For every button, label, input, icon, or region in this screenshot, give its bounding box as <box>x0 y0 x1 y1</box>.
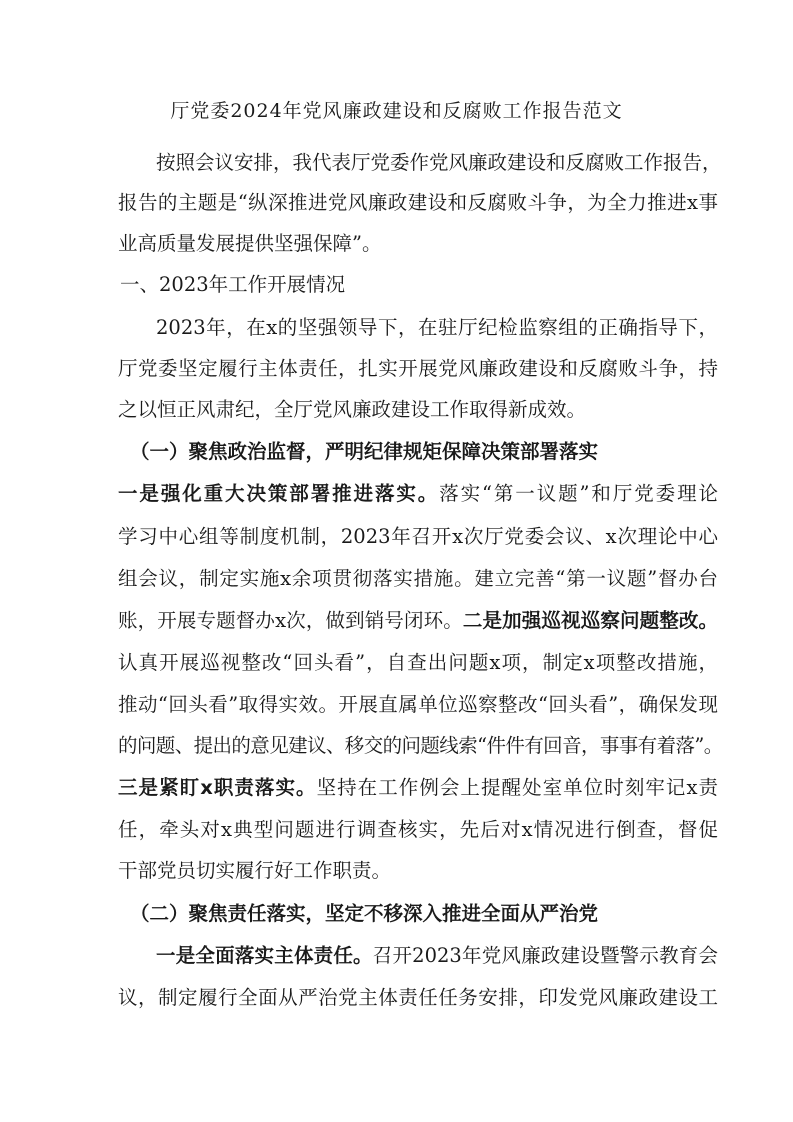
p3-line-5: 认真开展巡视整改“回头看”，自查出问题x项，制定x项整改措施， <box>118 651 718 674</box>
p1-line-3: 业高质量发展提供坚强保障”。 <box>118 232 382 255</box>
p3-line-2: 学习中心组等制度机制，2023年召开x次厅党委会议、x次理论中心 <box>118 525 718 548</box>
p1-line-2: 报告的主题是“纵深推进党风廉政建设和反腐败斗争，为全力推进x事 <box>118 191 718 214</box>
subheading-2: （二）聚焦责任落实，坚定不移深入推进全面从严治党 <box>130 902 599 925</box>
p3-line-1 <box>118 481 718 507</box>
p2-line-2: 厅党委坚定履行主体责任，扎实开展党风廉政建设和反腐败斗争，持 <box>118 357 718 380</box>
p4-line-2: 议，制定履行全面从严治党主体责任任务安排，印发党风廉政建设工 <box>118 986 718 1009</box>
p3-line-8 <box>118 775 718 801</box>
p2-line-3: 之以恒正风肃纪，全厅党风廉政建设工作取得新成效。 <box>118 398 587 421</box>
section-heading-1: 一、2023年工作开展情况 <box>120 273 346 296</box>
p2-line-1: 2023年，在x的坚强领导下，在驻厅纪检监察组的正确指导下， <box>156 316 718 339</box>
p3-line-4-text: 账，开展专题督办x次，做到销号闭环。 <box>118 609 463 632</box>
p3-lead: 一是强化重大决策部署推进落实。 <box>118 482 440 505</box>
p3-line-10: 干部党员切实履行好工作职责。 <box>118 859 392 882</box>
p3-point-2: 二是加强巡视巡察问题整改。 <box>462 609 718 632</box>
subheading-1: （一）聚焦政治监督，严明纪律规矩保障决策部署落实 <box>130 440 599 463</box>
p3-line-4 <box>118 608 718 634</box>
p3-line-9: 任，牵头对x典型问题进行调查核实，先后对x情况进行倒查，督促 <box>118 818 718 841</box>
p3-line-7: 的问题、提出的意见建议、移交的问题线索“件件有回音，事事有着落”。 <box>118 734 723 757</box>
p3-line-1-rest: 落实“第一议题”和厅党委理论 <box>439 482 718 505</box>
p1-line-1: 按照会议安排，我代表厅党委作党风廉政建设和反腐败工作报告， <box>156 151 722 174</box>
p3-line-3: 组会议，制定实施x余项贯彻落实措施。建立完善“第一议题”督办台 <box>118 567 718 590</box>
p3-point-3: 三是紧盯x职责落实。 <box>118 776 317 799</box>
p4-line-1-rest: 召开2023年党风廉政建设暨警示教育会 <box>372 944 718 967</box>
p3-line-8-rest: 坚持在工作例会上提醒处室单位时刻牢记x责 <box>316 776 719 799</box>
page-title: 厅党委2024年党风廉政建设和反腐败工作报告范文 <box>170 100 623 122</box>
p4-line-1 <box>156 943 718 969</box>
p3-line-6: 推动“回头看”取得实效。开展直属单位巡察整改“回头看”，确保发现 <box>118 693 718 716</box>
p4-lead: 一是全面落实主体责任。 <box>156 944 373 967</box>
